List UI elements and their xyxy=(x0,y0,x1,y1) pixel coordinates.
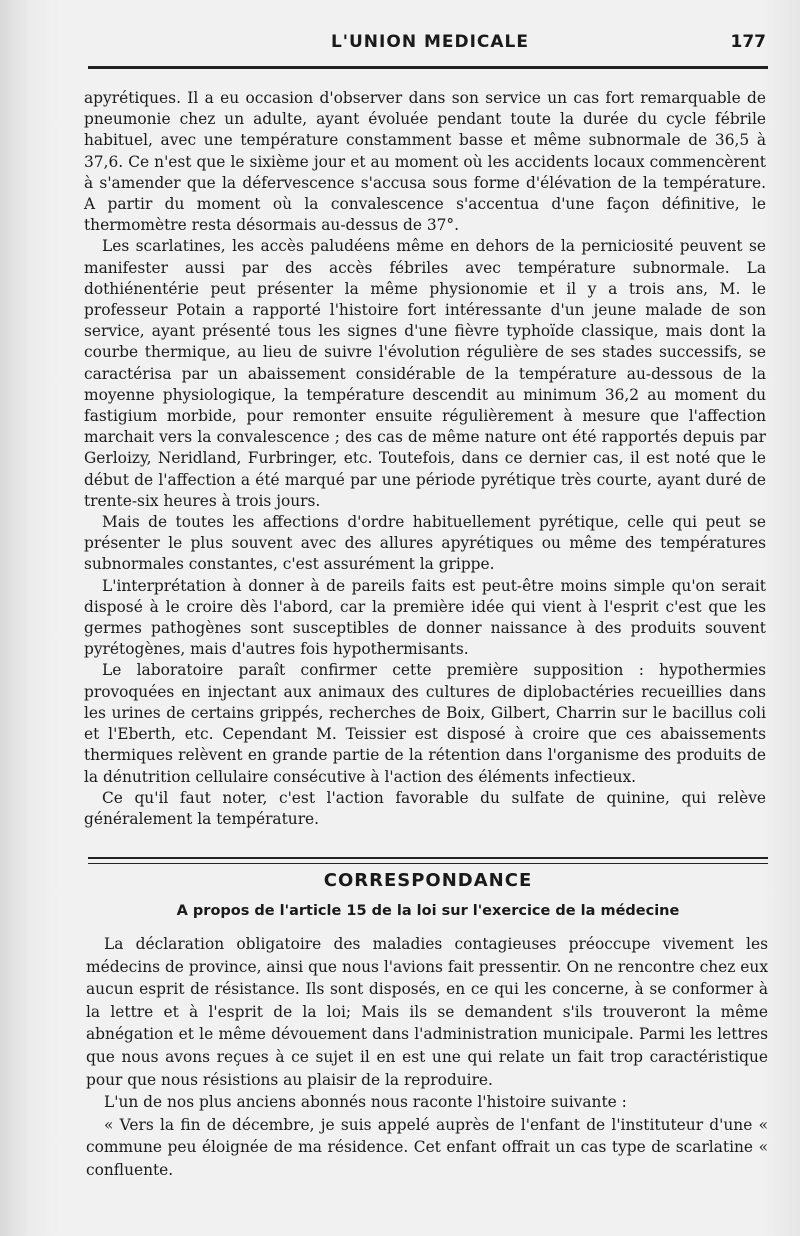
correspondance-body xyxy=(86,933,768,1182)
section-divider xyxy=(88,863,768,864)
correspondance-section xyxy=(88,870,768,919)
paragraph: Les scarlatines, les accès paludéens même en dehors de la perniciosité peuvent se manifester aussi par des accès fébriles avec température subnormale. La dothiénentérie peut présenter la même physionomie et il y a trois ans, M. le professeur Potain a rapporté l'histoire fort intéressante d'un jeune malade de son service, ayant présenté tous les signes d'une fièvre typhoïde classique, mais dont la courbe thermique, au lieu de suivre l'évolution régulière de ses stades successifs, se caractérisa par un abaissement considérable de la température au-dessous de la moyenne physiologique, la température descendit au minimum 36,2 au moment du fastigium morbide, pour remonter ensuite régulièrement à mesure que l'affection marchait vers la convalescence ; des cas de même nature ont été rapportés depuis par Gerloizy, Neridland, Furbringer, etc. Toutefois, dans ce dernier cas, il est noté que le début de l'affection a été marqué par une période pyrétique très courte, ayant duré de trente-six heures à trois jours. xyxy=(84,237,766,510)
journal-title: L'UNION MEDICALE xyxy=(330,32,530,52)
paragraph: Mais de toutes les affections d'ordre habituellement pyrétique, celle qui peut se présenter le plus souvent avec des allures apyrétiques ou même des températures subnormales constantes, c'est assurément la grippe. xyxy=(84,513,766,574)
paragraph: « Vers la fin de décembre, je suis appelé auprès de l'enfant de l'instituteur d'une « commune peu éloignée de ma résidence. Cet enfant offrait un cas type de scarlatine « confluente. xyxy=(86,1115,768,1179)
header-rule xyxy=(88,66,768,69)
paragraph: apyrétiques. Il a eu occasion d'observer dans son service un cas fort remarquable de pneumonie chez un adulte, ayant évoluée pendant toute la durée du cycle fébrile habituel, avec une température constamment basse et même subnormale de 36,5 à 37,6. Ce n'est que le sixième jour et au moment où les accidents locaux commencèrent à s'amender que la défervescence s'accusa sous forme d'élévation de la température. A partir du moment où la convalescence s'accentua d'une façon définitive, le thermomètre resta désormais au-dessus de 37°. xyxy=(84,89,766,235)
paragraph: La déclaration obligatoire des maladies contagieuses préoccupe vivement les médecins de province, ainsi que nous l'avions fait pressentir. On ne rencontre chez eux aucun esprit de résistance. Ils sont disposés, en ce qui les concerne, à se conformer à la lettre et à l'esprit de la loi; Mais ils se demandent s'ils trouveront la même abnégation et le même dévouement dans l'administration municipale. Parmi les lettres que nous avons reçues à ce sujet il en est une qui relate un fait trop caractéristique pour que nous résistions au plaisir de la reproduire. xyxy=(86,935,768,1089)
running-header xyxy=(90,30,770,60)
paragraph: L'un de nos plus anciens abonnés nous raconte l'histoire suivante : xyxy=(104,1093,627,1112)
section-heading: CORRESPONDANCE xyxy=(323,870,533,891)
section-divider xyxy=(88,857,768,859)
paragraph: Le laboratoire paraît confirmer cette première supposition : hypothermies provoquées en injectant aux animaux des cultures de diplobactéries recueillies dans les urines de certains grippés, recherches de Boix, Gilbert, Charrin sur le bacillus coli et l'Eberth, etc. Cependant M. Teissier est disposé à croire que ces abaissements thermiques relèvent en grande partie de la rétention dans l'organisme des produits de la dénutrition cellulaire consécutive à l'action des éléments infectieux. xyxy=(84,661,766,786)
paragraph: Ce qu'il faut noter, c'est l'action favorable du sulfate de quinine, qui relève généralement la température. xyxy=(84,788,766,828)
page-number: 177 xyxy=(730,32,766,52)
article-body xyxy=(84,88,766,830)
paragraph: L'interprétation à donner à de pareils faits est peut-être moins simple qu'on serait disposé à le croire dès l'abord, car la première idée qui vient à l'esprit c'est que les germes pathogènes sont susceptibles de donner naissance à des produits souvent pyrétogènes, mais d'autres fois hypothermisants. xyxy=(84,576,766,659)
section-subheading: A propos de l'article 15 de la loi sur l'exercice de la médecine xyxy=(176,903,680,919)
